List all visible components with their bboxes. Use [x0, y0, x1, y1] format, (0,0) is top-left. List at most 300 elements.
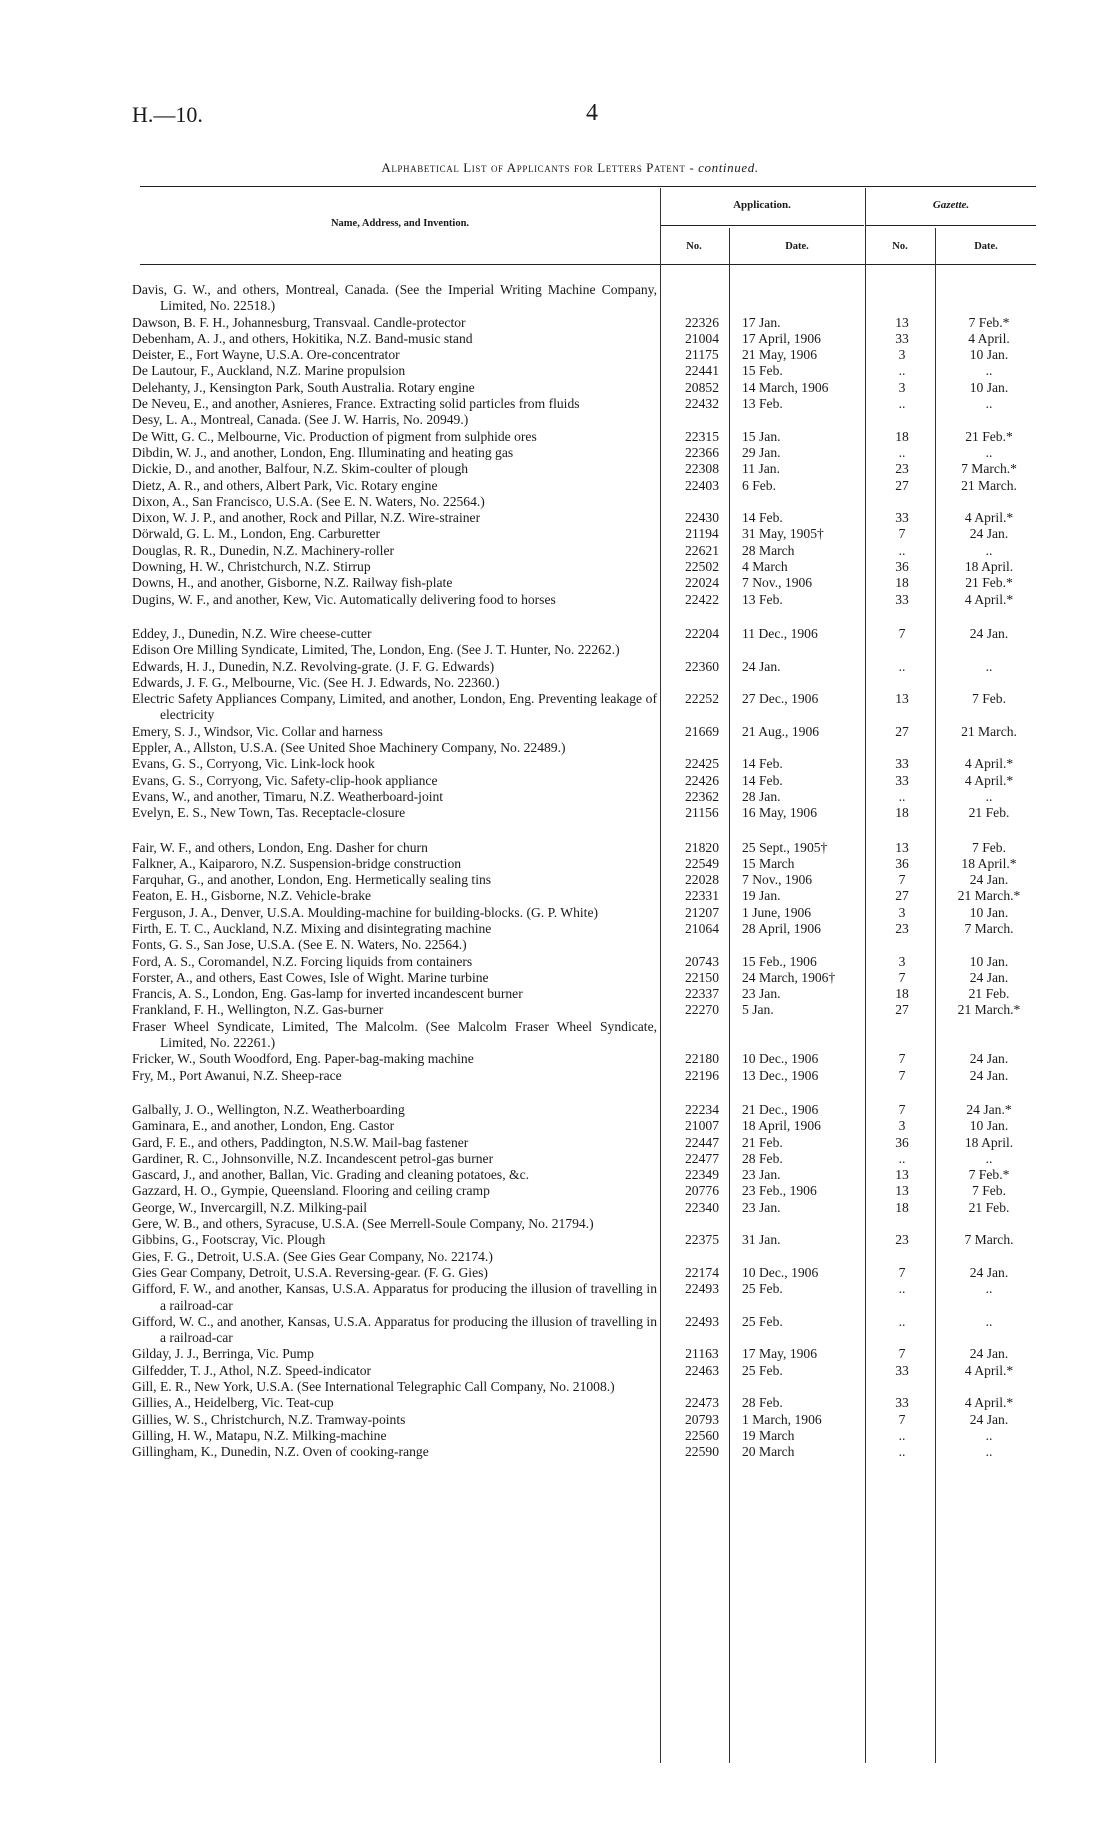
applicant-name: Electric Safety Appliances Company, Limited, and another, London, Eng. Preventing leakage of electricity — [132, 691, 657, 723]
table-row — [130, 347, 1036, 363]
table-row — [130, 1183, 1036, 1199]
application-number: 22174 — [685, 1264, 719, 1280]
gazette-number: .. — [898, 542, 906, 558]
application-date: 20 March — [742, 1444, 795, 1460]
application-date: 25 Feb. — [742, 1313, 783, 1329]
application-date: 1 March, 1906 — [742, 1411, 822, 1427]
applicant-name: Fonts, G. S., San Jose, U.S.A. (See E. N. Waters, No. 22564.) — [132, 937, 467, 953]
gazette-number: 18 — [895, 575, 909, 591]
application-number: 22362 — [685, 788, 719, 804]
table-row — [130, 363, 1036, 379]
applicant-name: Gere, W. B., and others, Syracuse, U.S.A. (See Merrell-Soule Company, No. 21794.) — [132, 1216, 594, 1232]
gazette-date: 7 Feb. — [972, 1183, 1006, 1199]
application-number: 21194 — [685, 526, 719, 542]
gazette-date: 4 April.* — [964, 1395, 1014, 1411]
table-row — [130, 740, 1036, 756]
application-date: 23 Feb., 1906 — [742, 1183, 817, 1199]
gazette-number: .. — [898, 1313, 906, 1329]
gazette-number: 13 — [895, 1167, 909, 1183]
application-date: 15 Jan. — [742, 428, 781, 444]
table-row — [130, 840, 1036, 856]
table-row — [130, 691, 1036, 724]
gazette-number: 27 — [895, 477, 909, 493]
applicant-name: Dugins, W. F., and another, Kew, Vic. Automatically delivering food to horses — [132, 591, 556, 607]
application-number: 22331 — [685, 888, 719, 904]
application-date: 19 Jan. — [742, 888, 781, 904]
section-gap — [130, 822, 1036, 840]
table-row — [130, 526, 1036, 542]
gazette-number: 7 — [898, 1346, 906, 1362]
applicant-name: Evans, G. S., Corryong, Vic. Safety-clip-hook appliance — [132, 772, 438, 788]
gazette-number: 7 — [898, 1067, 906, 1083]
gazette-date: .. — [985, 363, 993, 379]
gazette-number: .. — [898, 658, 906, 674]
application-number: 22234 — [685, 1101, 719, 1117]
gazette-number: 7 — [898, 625, 906, 641]
applicant-name: Emery, S. J., Windsor, Vic. Collar and harness — [132, 723, 383, 739]
table-row — [130, 1200, 1036, 1216]
application-number: 22463 — [685, 1362, 719, 1378]
gazette-date: 7 Feb.* — [968, 314, 1010, 330]
gazette-date: 7 Feb.* — [968, 1167, 1010, 1183]
application-number: 20852 — [685, 379, 719, 395]
application-date: 24 Jan. — [742, 658, 781, 674]
gazette-number: .. — [898, 396, 906, 412]
table-row — [130, 543, 1036, 559]
application-number: 22028 — [685, 872, 719, 888]
applicant-name: Dixon, W. J. P., and another, Rock and Pillar, N.Z. Wire-strainer — [132, 510, 481, 526]
application-number: 21207 — [685, 904, 719, 920]
application-number: 21820 — [685, 839, 719, 855]
application-number: 22315 — [685, 428, 719, 444]
table-row — [130, 559, 1036, 575]
applicant-name: Featon, E. H., Gisborne, N.Z. Vehicle-brake — [132, 888, 372, 904]
application-number: 22349 — [685, 1167, 719, 1183]
applicant-name: Fraser Wheel Syndicate, Limited, The Malcolm. (See Malcolm Fraser Wheel Syndicate, Limited, No. 22261.) — [132, 1018, 657, 1051]
gazette-number: .. — [898, 444, 906, 460]
gazette-number: 33 — [895, 756, 909, 772]
application-number: 22196 — [685, 1067, 719, 1083]
application-number: 21007 — [685, 1118, 719, 1134]
application-number: 22024 — [685, 575, 719, 591]
application-date: 5 Jan. — [742, 1002, 774, 1018]
applicant-name: Farquhar, G., and another, London, Eng. Hermetically sealing tins — [132, 872, 492, 888]
page-number: 4 — [586, 100, 598, 126]
applicant-name: Douglas, R. R., Dunedin, N.Z. Machinery-roller — [132, 542, 395, 558]
table-row — [130, 937, 1036, 953]
application-number: 20776 — [685, 1183, 719, 1199]
application-number: 21156 — [685, 805, 719, 821]
gazette-number: 23 — [895, 461, 909, 477]
application-number: 22621 — [685, 542, 719, 558]
table-row — [130, 756, 1036, 772]
gazette-date: 21 Feb.* — [965, 428, 1013, 444]
application-date: 23 Jan. — [742, 986, 781, 1002]
application-date: 28 March — [742, 542, 795, 558]
table-row — [130, 380, 1036, 396]
applicant-name: Evelyn, E. S., New Town, Tas. Receptacle-closure — [132, 805, 406, 821]
gazette-date: 4 April.* — [964, 756, 1014, 772]
applicant-name: Gifford, W. C., and another, Kansas, U.S.A. Apparatus for producing the illusion of travelling in a railroad-car — [132, 1313, 657, 1346]
application-date: 31 May, 1905† — [742, 526, 824, 542]
applicant-name: Eddey, J., Dunedin, N.Z. Wire cheese-cutter — [132, 625, 372, 641]
gazette-date: 18 April.* — [961, 855, 1017, 871]
gazette-number: 7 — [898, 526, 906, 542]
table-row — [130, 331, 1036, 347]
application-number: 22473 — [685, 1395, 719, 1411]
application-date: 31 Jan. — [742, 1232, 781, 1248]
table-row — [130, 659, 1036, 675]
column-header-app-date: Date. — [785, 241, 809, 252]
application-date: 28 Feb. — [742, 1395, 783, 1411]
application-date: 6 Feb. — [742, 477, 776, 493]
application-date: 17 May, 1906 — [742, 1346, 818, 1362]
application-date: 18 April, 1906 — [742, 1118, 821, 1134]
applicant-name: Evans, W., and another, Timaru, N.Z. Weatherboard-joint — [132, 788, 444, 804]
applicant-name: Dixon, A., San Francisco, U.S.A. (See E. N. Waters, No. 22564.) — [132, 493, 485, 509]
table-row — [130, 1379, 1036, 1395]
application-date: 24 March, 1906† — [742, 969, 836, 985]
gazette-number: 13 — [895, 314, 909, 330]
table-row — [130, 724, 1036, 740]
table-row — [130, 1068, 1036, 1084]
applicant-name: Gillingham, K., Dunedin, N.Z. Oven of cooking-range — [132, 1444, 429, 1460]
gazette-date: 4 April.* — [964, 772, 1014, 788]
table-row — [130, 921, 1036, 937]
applicant-name: Fricker, W., South Woodford, Eng. Paper-bag-making machine — [132, 1051, 474, 1067]
gazette-number: 13 — [895, 691, 909, 707]
table-row — [130, 1051, 1036, 1067]
applicant-name: Frankland, F. H., Wellington, N.Z. Gas-burner — [132, 1002, 384, 1018]
gazette-date: .. — [985, 1444, 993, 1460]
gazette-date: 10 Jan. — [969, 904, 1009, 920]
applicant-name: Gardiner, R. C., Johnsonville, N.Z. Incandescent petrol-gas burner — [132, 1150, 494, 1166]
table-row — [130, 1002, 1036, 1018]
table-row — [130, 1216, 1036, 1232]
table-row — [130, 1363, 1036, 1379]
table-row — [130, 675, 1036, 691]
application-number: 22422 — [685, 591, 719, 607]
applicant-name: Dörwald, G. L. M., London, Eng. Carburetter — [132, 526, 381, 542]
applicant-name: Ferguson, J. A., Denver, U.S.A. Moulding-machine for building-blocks. (G. P. White) — [132, 904, 599, 920]
table-row — [130, 575, 1036, 591]
application-number: 22252 — [685, 691, 719, 707]
table-row — [130, 1412, 1036, 1428]
applicant-name: Gifford, F. W., and another, Kansas, U.S.A. Apparatus for producing the illusion of travelling in a railroad-car — [132, 1281, 657, 1313]
application-date: 19 March — [742, 1427, 795, 1443]
gazette-number: 13 — [895, 1183, 909, 1199]
applicant-name: De Witt, G. C., Melbourne, Vic. Production of pigment from sulphide ores — [132, 428, 537, 444]
gazette-number: .. — [898, 1281, 906, 1297]
gazette-date: 7 March. — [964, 1232, 1014, 1248]
table-row — [130, 986, 1036, 1002]
gazette-date: 18 April. — [964, 1134, 1014, 1150]
application-date: 1 June, 1906 — [742, 904, 812, 920]
gazette-number: 7 — [898, 1101, 906, 1117]
gazette-date: 24 Jan.* — [966, 1101, 1012, 1117]
table-row — [130, 494, 1036, 510]
gazette-number: 7 — [898, 1411, 906, 1427]
gazette-number: 33 — [895, 772, 909, 788]
applicant-list — [130, 282, 1036, 1460]
gazette-number: 18 — [895, 1199, 909, 1215]
application-number: 21163 — [685, 1346, 719, 1362]
application-number: 22432 — [685, 396, 719, 412]
applicant-name: Deister, E., Fort Wayne, U.S.A. Ore-concentrator — [132, 347, 400, 363]
application-number: 22493 — [685, 1281, 719, 1297]
application-number: 20743 — [685, 953, 719, 969]
application-date: 11 Jan. — [742, 461, 781, 477]
gazette-date: 4 April. — [968, 330, 1010, 346]
application-date: 10 Dec., 1906 — [742, 1051, 819, 1067]
gazette-date: 24 Jan. — [969, 1067, 1009, 1083]
application-date: 28 April, 1906 — [742, 920, 821, 936]
application-number: 22375 — [685, 1232, 719, 1248]
column-header-gazette-date: Date. — [974, 241, 998, 252]
gazette-number: .. — [898, 363, 906, 379]
application-date: 17 April, 1906 — [742, 330, 821, 346]
application-date: 15 Feb., 1906 — [742, 953, 817, 969]
gazette-date: .. — [985, 1313, 993, 1329]
gazette-date: 24 Jan. — [969, 1264, 1009, 1280]
application-number: 22204 — [685, 625, 719, 641]
application-number: 20793 — [685, 1411, 719, 1427]
application-date: 10 Dec., 1906 — [742, 1264, 819, 1280]
applicant-name: Gilling, H. W., Matapu, N.Z. Milking-machine — [132, 1427, 387, 1443]
application-number: 22403 — [685, 477, 719, 493]
gazette-number: .. — [898, 1150, 906, 1166]
gazette-date: 24 Jan. — [969, 1411, 1009, 1427]
gazette-number: 7 — [898, 1051, 906, 1067]
application-number: 22425 — [685, 756, 719, 772]
table-row — [130, 642, 1036, 658]
gazette-date: 21 March. — [961, 477, 1017, 493]
gazette-date: 7 March.* — [961, 461, 1017, 477]
gazette-date: .. — [985, 658, 993, 674]
application-date: 23 Jan. — [742, 1199, 781, 1215]
gazette-date: .. — [985, 1427, 993, 1443]
gazette-number: 3 — [898, 904, 906, 920]
applicant-name: Galbally, J. O., Wellington, N.Z. Weatherboarding — [132, 1101, 405, 1117]
gazette-date: 7 Feb. — [972, 691, 1006, 707]
applicant-name: Ford, A. S., Coromandel, N.Z. Forcing liquids from containers — [132, 953, 473, 969]
applicant-name: Forster, A., and others, East Cowes, Isle of Wight. Marine turbine — [132, 969, 489, 985]
applicant-name: Desy, L. A., Montreal, Canada. (See J. W. Harris, No. 20949.) — [132, 412, 469, 428]
gazette-number: 3 — [898, 379, 906, 395]
applicant-name: De Lautour, F., Auckland, N.Z. Marine propulsion — [132, 363, 406, 379]
gazette-date: 21 Feb.* — [965, 575, 1013, 591]
application-number: 22447 — [685, 1134, 719, 1150]
gazette-number: .. — [898, 788, 906, 804]
table-row — [130, 592, 1036, 608]
table-row — [130, 1151, 1036, 1167]
page-id: H.—10. — [132, 102, 203, 127]
table-row — [130, 1118, 1036, 1134]
gazette-date: 10 Jan. — [969, 1118, 1009, 1134]
application-number: 22308 — [685, 461, 719, 477]
gazette-number: 33 — [895, 1395, 909, 1411]
table-row — [130, 872, 1036, 888]
column-header-name: Name, Address, and Invention. — [330, 218, 470, 229]
top-rule — [140, 186, 1036, 187]
gazette-number: 3 — [898, 953, 906, 969]
application-number: 22502 — [685, 559, 719, 575]
gazette-number: 27 — [895, 1002, 909, 1018]
applicant-name: Gies, F. G., Detroit, U.S.A. (See Gies Gear Company, No. 22174.) — [132, 1248, 493, 1264]
gazette-date: 18 April. — [964, 559, 1014, 575]
table-row — [130, 1167, 1036, 1183]
gazette-number: 27 — [895, 723, 909, 739]
gazette-number: 33 — [895, 510, 909, 526]
application-number: 22590 — [685, 1444, 719, 1460]
applicant-name: Gies Gear Company, Detroit, U.S.A. Reversing-gear. (F. G. Gies) — [132, 1264, 488, 1280]
gazette-date: 24 Jan. — [969, 969, 1009, 985]
table-row — [130, 429, 1036, 445]
application-date: 27 Dec., 1906 — [742, 691, 819, 707]
table-row — [130, 1102, 1036, 1118]
gazette-subrule — [866, 225, 1036, 226]
table-row — [130, 954, 1036, 970]
gazette-date: 21 March.* — [957, 888, 1021, 904]
application-date: 23 Jan. — [742, 1167, 781, 1183]
gazette-number: .. — [898, 1427, 906, 1443]
table-row — [130, 1444, 1036, 1460]
application-date: 14 Feb. — [742, 772, 783, 788]
gazette-number: 7 — [898, 969, 906, 985]
table-row — [130, 1019, 1036, 1052]
applicant-name: Downing, H. W., Christchurch, N.Z. Stirrup — [132, 559, 371, 575]
application-number: 21004 — [685, 330, 719, 346]
application-date: 11 Dec., 1906 — [742, 625, 818, 641]
table-row — [130, 805, 1036, 821]
application-date: 13 Dec., 1906 — [742, 1067, 819, 1083]
application-number: 22340 — [685, 1199, 719, 1215]
application-number: 22549 — [685, 855, 719, 871]
column-header-application: Application. — [733, 199, 791, 211]
page-title-suffix: - continued. — [689, 160, 759, 175]
application-date: 28 Feb. — [742, 1150, 783, 1166]
gazette-date: 21 March. — [961, 723, 1017, 739]
table-row — [130, 1135, 1036, 1151]
gazette-date: 24 Jan. — [969, 872, 1009, 888]
application-date: 4 March — [742, 559, 788, 575]
applicant-name: Dibdin, W. J., and another, London, Eng. Illuminating and heating gas — [132, 444, 514, 460]
table-row — [130, 396, 1036, 412]
table-row — [130, 970, 1036, 986]
gazette-number: 13 — [895, 839, 909, 855]
applicant-name: De Neveu, E., and another, Asnieres, France. Extracting solid particles from fluids — [132, 396, 580, 412]
application-number: 22430 — [685, 510, 719, 526]
table-row — [130, 1428, 1036, 1444]
application-date: 15 Feb. — [742, 363, 783, 379]
table-row — [130, 1346, 1036, 1362]
application-number: 22426 — [685, 772, 719, 788]
application-number: 21175 — [685, 347, 719, 363]
gazette-number: 18 — [895, 428, 909, 444]
application-date: 14 Feb. — [742, 756, 783, 772]
applicant-name: Eppler, A., Allston, U.S.A. (See United Shoe Machinery Company, No. 22489.) — [132, 740, 566, 756]
application-date: 21 May, 1906 — [742, 347, 818, 363]
application-date: 25 Feb. — [742, 1281, 783, 1297]
applicant-name: Gillies, A., Heidelberg, Vic. Teat-cup — [132, 1395, 334, 1411]
applicant-name: Gibbins, G., Footscray, Vic. Plough — [132, 1232, 326, 1248]
table-row — [130, 1281, 1036, 1314]
gazette-number: 36 — [895, 855, 909, 871]
applicant-name: Gaminara, E., and another, London, Eng. Castor — [132, 1118, 395, 1134]
gazette-date: .. — [985, 542, 993, 558]
table-row — [130, 1265, 1036, 1281]
header-rule — [140, 264, 1036, 265]
table-row — [130, 445, 1036, 461]
application-date: 14 March, 1906 — [742, 379, 829, 395]
table-row — [130, 905, 1036, 921]
table-row — [130, 412, 1036, 428]
gazette-date: 24 Jan. — [969, 1346, 1009, 1362]
gazette-date: 10 Jan. — [969, 953, 1009, 969]
applicant-name: Downs, H., and another, Gisborne, N.Z. Railway fish-plate — [132, 575, 453, 591]
applicant-name: Dawson, B. F. H., Johannesburg, Transvaal. Candle-protector — [132, 314, 466, 330]
application-date: 28 Jan. — [742, 788, 781, 804]
gazette-number: 18 — [895, 805, 909, 821]
applicant-name: Edwards, H. J., Dunedin, N.Z. Revolving-grate. (J. F. G. Edwards) — [132, 658, 495, 674]
gazette-number: 3 — [898, 1118, 906, 1134]
application-date: 21 Aug., 1906 — [742, 723, 820, 739]
gazette-date: 21 Feb. — [968, 1199, 1010, 1215]
application-number: 22441 — [685, 363, 719, 379]
gazette-date: 24 Jan. — [969, 625, 1009, 641]
applicant-name: George, W., Invercargill, N.Z. Milking-pail — [132, 1199, 368, 1215]
applicant-name: Falkner, A., Kaiparoro, N.Z. Suspension-bridge construction — [132, 855, 462, 871]
table-row — [130, 856, 1036, 872]
section-gap — [130, 1084, 1036, 1102]
application-date: 29 Jan. — [742, 444, 781, 460]
applicant-name: Gilfedder, T. J., Athol, N.Z. Speed-indicator — [132, 1362, 372, 1378]
application-number: 22560 — [685, 1427, 719, 1443]
gazette-date: .. — [985, 444, 993, 460]
application-date: 13 Feb. — [742, 591, 783, 607]
table-row — [130, 888, 1036, 904]
table-row — [130, 626, 1036, 642]
table-row — [130, 789, 1036, 805]
gazette-number: 18 — [895, 986, 909, 1002]
application-date: 25 Sept., 1905† — [742, 839, 828, 855]
application-date: 21 Feb. — [742, 1134, 783, 1150]
table-row — [130, 461, 1036, 477]
section-gap — [130, 608, 1036, 626]
applicant-name: Gazzard, H. O., Gympie, Queensland. Flooring and ceiling cramp — [132, 1183, 490, 1199]
table-row — [130, 315, 1036, 331]
gazette-date: 21 March.* — [957, 1002, 1021, 1018]
page-title-main: Alphabetical List of Applicants for Letters Patent — [381, 160, 686, 175]
gazette-number: 36 — [895, 559, 909, 575]
applicant-name: Debenham, A. J., and others, Hokitika, N.Z. Band-music stand — [132, 330, 473, 346]
applicant-name: Edison Ore Milling Syndicate, Limited, The, London, Eng. (See J. T. Hunter, No. 22262.) — [132, 642, 620, 658]
page-title — [140, 160, 1000, 176]
application-date: 14 Feb. — [742, 510, 783, 526]
application-date: 16 May, 1906 — [742, 805, 818, 821]
applicant-name: Firth, E. T. C., Auckland, N.Z. Mixing and disintegrating machine — [132, 920, 492, 936]
application-date: 15 March — [742, 855, 795, 871]
application-number: 22270 — [685, 1002, 719, 1018]
gazette-number: 33 — [895, 330, 909, 346]
gazette-number: 27 — [895, 888, 909, 904]
application-number: 22150 — [685, 969, 719, 985]
gazette-date: 21 Feb. — [968, 986, 1010, 1002]
gazette-date: .. — [985, 396, 993, 412]
applicant-name: Gill, E. R., New York, U.S.A. (See International Telegraphic Call Company, No. 21008.) — [132, 1379, 615, 1394]
gazette-number: 33 — [895, 1362, 909, 1378]
applicant-name: Gard, F. E., and others, Paddington, N.S.W. Mail-bag fastener — [132, 1134, 469, 1150]
